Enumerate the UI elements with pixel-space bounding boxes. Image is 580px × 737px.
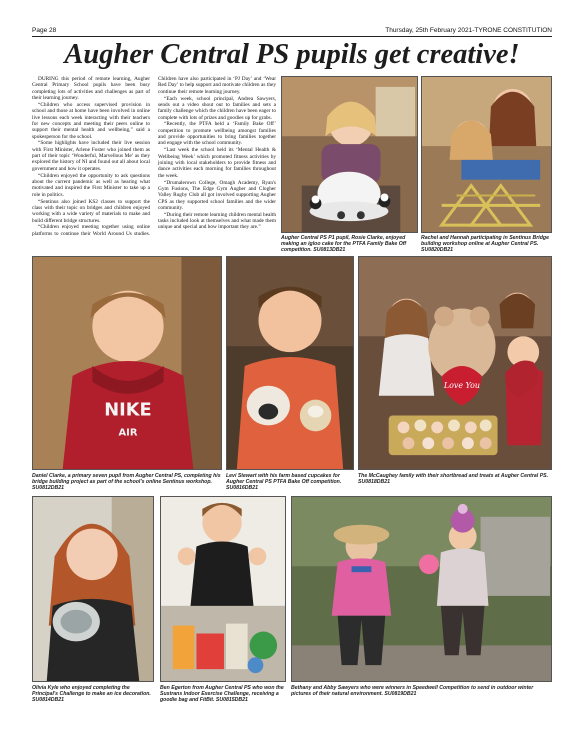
page-header [32, 23, 552, 37]
headline: Augher Central PS pupils get creative! [64, 39, 520, 70]
page-number: Page 28 [32, 27, 57, 34]
caption-ben: Ben Egerton from Augher Central PS who won the Sustrans Indoor Exercise Challenge, receiving a goodie bag and FitBit. SU0815DB21 [160, 685, 284, 704]
caption-olivia: Olivia Kyle who enjoyed completing the Principal's Challenge to make an ice decoration. SU0814DB21 [32, 685, 151, 704]
article-paragraph: “Drumalerown College, Omagh Academy, Ryan's Gym Fusions, The Edge Gym Augher and Clogher Valley Rugby Club all got involved supporting Augher CPS as they supported school families and the wider community. [158, 179, 276, 211]
dateline: Thursday, 25th February 2021-TYRONE CONSTITUTION [385, 27, 552, 34]
caption-rosie: Augher Central PS P1 pupil, Rosie Clarke, enjoyed making an igloo cake for the PTFA Family Bake Off competition. SU0813DB21 [281, 235, 407, 254]
caption-bethany: Bethany and Abby Sawyers who were winners in Speedwell Competition to send in outdoor winter pictures of their natural environment. SU0819DB21 [291, 685, 534, 698]
caption-daniel: Daniel Clarke, a primary seven pupil from Augher Central PS, completing his bridge building project as part of the school's online Sentinus workshop. SU0812DB21 [32, 473, 221, 492]
photo-bethany-abby [291, 496, 552, 682]
love-you-text: Love You [443, 380, 480, 390]
article-paragraph: “Recently, the PTFA held a ‘Family Bake Off’ competition to promote wellbeing amongst families and provide opportunities to bring families together and engage with the school community. [158, 121, 276, 147]
article-paragraph: “Children who access supervised provision in school and those at home have been involved in online live lessons each week interacting with their teachers for new concepts and meeting their peers online to support their mental health and wellbeing,” said a spokesperson for the school. [32, 101, 150, 140]
article-paragraph: “Children enjoyed the opportunity to ask questions about the current pandemic as well as hearing what motivated and inspired the First Minister to take up a role in politics. [32, 172, 150, 198]
article-paragraph: DURING this period of remote learning, Augher Central Primary School pupils have been busy completing lots of activities and challenges as part of their learning journey. [32, 76, 150, 102]
article-paragraph: “Each week, school principal, Andrea Sawyers, sends out a video shout out to families and sets a family challenge which the children have been eager to complete with lots of prizes and goodies up for grabs. [158, 95, 276, 121]
caption-mccaughey: The McCaughey family with their shortbread and treats at Augher Central PS. SU0818DB21 [358, 473, 549, 486]
air-logo-text: AIR [118, 427, 138, 439]
photo-daniel [32, 256, 222, 470]
article-paragraph: “Some highlights have included their live session with First Minister, Arlene Foster who joined them as part of their topic ‘Wonderful, Marvellous Me’ as they explored the history of NI and found out all about local government and how it operates. [32, 140, 150, 172]
article-paragraph: “During their remote learning children mental health tasks included look at themselves and what made them unique and special and how important they are.” [158, 211, 276, 231]
caption-rachel: Rachel and Hannah participating in Sentinus Bridge building workshop online at Augher Central PS. SU0820DB21 [421, 235, 549, 254]
article-paragraph: “Sentinus also joined KS2 classes to support the class with their topic on bridges and children enjoyed working with a wide variety of materials to make and build different bridge structures. [32, 198, 150, 224]
nike-logo-text: NIKE [104, 399, 152, 421]
article-body [32, 76, 276, 254]
caption-levi: Levi Stewart with his farm based cupcakes for Augher Central PS PTFA Bake Off competition. SU0816DB21 [226, 473, 342, 492]
photo-rosie-igloo [281, 76, 418, 233]
article-paragraph: “Children enjoyed meeting together using online platforms to continue their World Around Us studies. Children have also participated in ‘PJ Day’ and ‘Wear Red Day’ to help support and motivate children as they continue their remote learning journey. [32, 76, 276, 237]
photo-levi [226, 256, 354, 470]
photo-ben [160, 496, 286, 682]
photo-olivia [32, 496, 154, 682]
article-paragraph: “Last week the school held its ‘Mental Health & Wellbeing Week’ which promoted fitness activities by joining with local stakeholders to provide fitness and dance activities each morning for families throughout the week. [158, 147, 276, 179]
photo-rachel-hannah-bridge [421, 76, 552, 233]
photo-mccaughey-family [358, 256, 552, 470]
